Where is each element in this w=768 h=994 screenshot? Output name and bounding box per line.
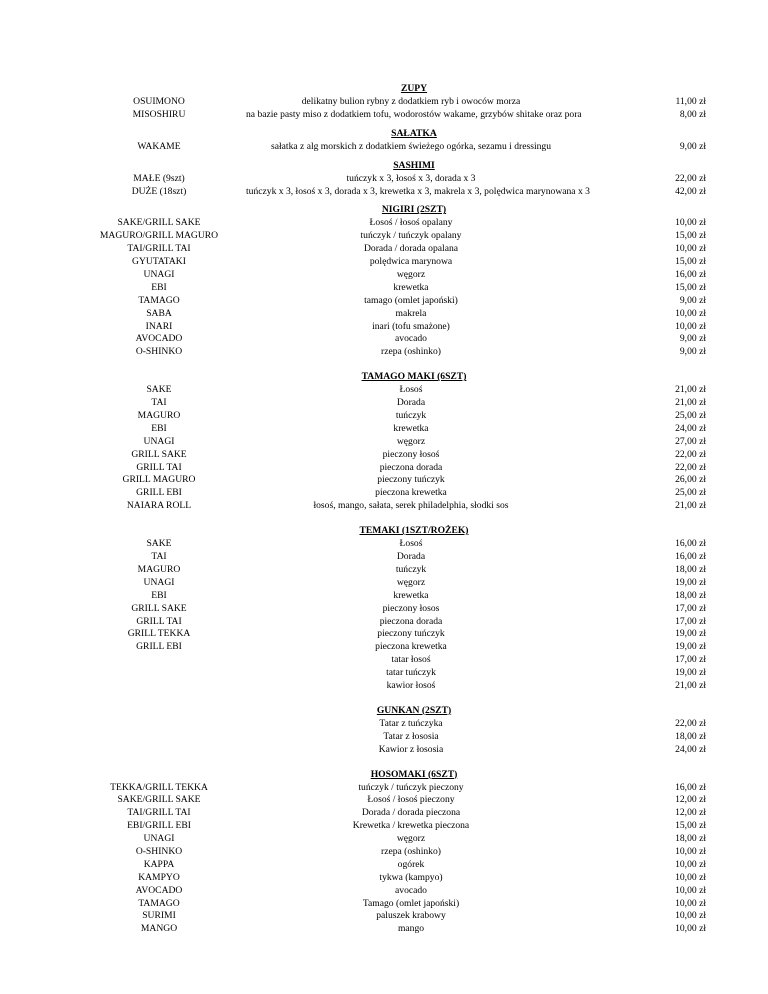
item-description: tamago (omlet japoński): [364, 294, 458, 306]
item-price: 18,00 zł: [675, 730, 706, 742]
item-description: avocado: [395, 333, 427, 345]
section-title: SASHIMI: [393, 159, 435, 171]
item-price: 18,00 zł: [675, 833, 706, 845]
item-description: na bazie pasty miso z dodatkiem tofu, wodorostów wakame, grzybów shitake oraz pora: [246, 108, 582, 120]
item-description: tuńczyk: [395, 563, 427, 575]
item-name: KAMPYO: [138, 871, 180, 883]
item-name: SURIMI: [142, 910, 176, 922]
item-price: 16,00 zł: [675, 269, 706, 281]
item-price-column: [636, 782, 706, 937]
item-price: 22,00 zł: [675, 461, 706, 473]
item-description-column: [246, 782, 576, 937]
item-name: KAPPA: [143, 858, 175, 870]
item-description: węgorz: [396, 576, 426, 588]
item-description-column: [246, 538, 576, 693]
item-name: GRILL TAI: [136, 615, 182, 627]
item-price-column: [636, 141, 706, 154]
item-price: 16,00 zł: [675, 781, 706, 793]
item-description: węgorz: [396, 435, 426, 447]
item-name: GRILL EBI: [136, 641, 182, 653]
item-description: delikatny bulion rybny z dodatkiem ryb i owoców morza: [301, 96, 521, 107]
item-name: MAGURO/GRILL MAGURO: [99, 230, 219, 242]
item-name: SAKE: [146, 384, 172, 396]
item-price-column: [636, 217, 706, 359]
item-description: tuńczyk / tuńczyk pieczony: [358, 781, 464, 793]
item-price-column: [636, 718, 706, 757]
item-description: tuńczyk x 3, łosoś x 3, dorada x 3: [346, 172, 476, 184]
item-description: Krewetka / krewetka pieczona: [352, 820, 470, 832]
item-price: 10,00 zł: [675, 897, 706, 909]
section-body: [0, 173, 768, 199]
section-title: NIGIRI (2SZT): [381, 204, 447, 216]
item-name: O-SHINKO: [135, 346, 183, 358]
item-description: tuńczyk: [395, 410, 427, 422]
item-description: Łosoś / łosoś opalany: [369, 217, 453, 229]
item-description: tatar łosoś: [391, 654, 431, 666]
item-price: 21,00 zł: [675, 679, 706, 691]
item-price: 16,00 zł: [675, 538, 706, 550]
item-name: EBI/GRILL EBI: [127, 820, 191, 832]
item-name: SAKE/GRILL SAKE: [117, 794, 201, 806]
section-body: [0, 217, 768, 359]
item-description-column: [246, 141, 576, 154]
item-description: Tatar z łososia: [383, 730, 439, 742]
item-description: sałatka z alg morskich z dodatkiem świeżego ogórka, sezamu i dressingu: [271, 140, 551, 152]
section-title: ZUPY: [400, 83, 428, 94]
item-price: 10,00 zł: [675, 871, 706, 883]
item-description: rzepa (oshinko): [381, 346, 441, 358]
item-name: UNAGI: [143, 269, 175, 281]
item-name: TEKKA/GRILL TEKKA: [110, 781, 208, 793]
item-description: mango: [397, 923, 425, 935]
item-description-column: [246, 384, 576, 513]
section-body: [0, 384, 768, 513]
section-title: TEMAKI (1SZT/ROŻEK): [359, 525, 469, 537]
item-price: 12,00 zł: [675, 807, 706, 819]
item-description: pieczony łosoś: [382, 448, 440, 460]
item-name: O-SHINKO: [135, 845, 183, 857]
item-description: Łosoś: [399, 384, 423, 396]
item-description: Kawior z łososia: [378, 743, 444, 755]
item-price: 10,00 zł: [675, 884, 706, 896]
item-description: rzepa (oshinko): [381, 845, 441, 857]
item-price: 15,00 zł: [675, 230, 706, 242]
item-price: 10,00 zł: [675, 845, 706, 857]
item-description: krewetka: [393, 589, 429, 601]
item-price: 10,00 zł: [675, 320, 706, 332]
item-description: tuńczyk x 3, łosoś x 3, dorada x 3, krewetka x 3, makrela x 3, polędwica marynowana x 3: [246, 185, 590, 197]
item-name: INARI: [145, 320, 173, 332]
item-name: EBI: [151, 422, 167, 434]
item-name: GYUTATAKI: [132, 256, 186, 268]
item-description: tykwa (kampyo): [379, 871, 443, 883]
item-description-column: [246, 718, 576, 757]
item-name: NAIARA ROLL: [126, 500, 192, 512]
item-description: węgorz: [396, 269, 426, 281]
item-name: TAI: [151, 397, 167, 409]
item-price: 24,00 zł: [675, 743, 706, 755]
menu-document: [0, 82, 768, 937]
item-price: 10,00 zł: [675, 923, 706, 935]
item-description: łosoś, mango, sałata, serek philadelphia, słodki sos: [313, 500, 509, 512]
section-title: GUNKAN (2SZT): [376, 704, 452, 716]
item-description: Łosoś: [399, 538, 423, 550]
section-body: [0, 141, 768, 154]
item-description-column: [246, 96, 582, 122]
item-price: 9,00 zł: [679, 346, 706, 358]
item-name: GRILL MAGURO: [122, 474, 196, 486]
item-name: EBI: [151, 281, 167, 293]
item-name: UNAGI: [143, 576, 175, 588]
item-price: 21,00 zł: [675, 397, 706, 409]
item-description: tatar tuńczyk: [386, 667, 436, 679]
item-price: 22,00 zł: [675, 172, 706, 184]
item-price: 18,00 zł: [675, 563, 706, 575]
item-name: MISOSHIRU: [132, 108, 186, 120]
item-name: AVOCADO: [135, 884, 183, 896]
item-name: TAI/GRILL TAI: [127, 243, 191, 255]
section-body: [0, 96, 768, 122]
item-price: 11,00 zł: [675, 96, 706, 107]
item-description: krewetka: [393, 422, 429, 434]
item-description: pieczona dorada: [379, 615, 443, 627]
item-price: 26,00 zł: [675, 474, 706, 486]
item-price: 9,00 zł: [679, 294, 706, 306]
item-price-column: [636, 538, 706, 693]
item-price-column: [636, 384, 706, 513]
item-name: SAKE/GRILL SAKE: [117, 217, 201, 229]
item-name: GRILL TAI: [136, 461, 182, 473]
item-price: 22,00 zł: [675, 717, 706, 729]
item-price-column: [636, 173, 706, 199]
section-title: HOSOMAKI (6SZT): [370, 768, 458, 780]
item-name: TAI: [151, 551, 167, 563]
item-price: 17,00 zł: [675, 615, 706, 627]
item-description: krewetka: [393, 281, 429, 293]
section-title: TAMAGO MAKI (6SZT): [361, 371, 467, 383]
item-name: UNAGI: [143, 833, 175, 845]
item-description: Dorada: [396, 551, 426, 563]
item-price: 10,00 zł: [675, 858, 706, 870]
item-description: inari (tofu smażone): [372, 320, 450, 332]
item-name: AVOCADO: [135, 333, 183, 345]
item-name: SABA: [146, 307, 172, 319]
item-description: avocado: [395, 884, 427, 896]
item-name: MANGO: [140, 923, 178, 935]
item-price: 24,00 zł: [675, 422, 706, 434]
item-description: pieczona krewetka: [375, 641, 447, 653]
item-price: 21,00 zł: [675, 384, 706, 396]
item-description: pieczony łosos: [382, 602, 440, 614]
item-name: MAGURO: [137, 563, 181, 575]
item-description: pieczony tuńczyk: [377, 628, 445, 640]
item-price: 10,00 zł: [675, 217, 706, 229]
item-price-column: [636, 96, 706, 122]
item-name: GRILL SAKE: [131, 448, 187, 460]
item-name: TAMAGO: [138, 897, 180, 909]
item-description-column: [246, 217, 576, 359]
item-price: 19,00 zł: [675, 628, 706, 640]
item-name: SAKE: [146, 538, 172, 550]
item-price: 19,00 zł: [675, 576, 706, 588]
item-price: 9,00 zł: [679, 333, 706, 345]
item-name: UNAGI: [143, 435, 175, 447]
item-price: 22,00 zł: [675, 448, 706, 460]
item-name: WAKAME: [137, 140, 181, 152]
item-name: OSUIMONO: [133, 96, 185, 107]
item-price: 21,00 zł: [675, 500, 706, 512]
item-price: 16,00 zł: [675, 551, 706, 563]
item-description: polędwica marynowa: [369, 256, 453, 268]
item-description: pieczona krewetka: [375, 487, 447, 499]
item-description: Tatar z tuńczyka: [379, 717, 443, 729]
item-price: 15,00 zł: [675, 820, 706, 832]
item-price: 10,00 zł: [675, 910, 706, 922]
item-name: MAGURO: [137, 410, 181, 422]
item-price: 27,00 zł: [675, 435, 706, 447]
item-price: 9,00 zł: [679, 140, 706, 152]
item-price: 18,00 zł: [675, 589, 706, 601]
item-name: GRILL TEKKA: [127, 628, 191, 640]
item-price: 15,00 zł: [675, 256, 706, 268]
item-description: Dorada / dorada opalana: [363, 243, 459, 255]
item-price: 17,00 zł: [675, 602, 706, 614]
item-name: TAMAGO: [138, 294, 180, 306]
item-description: Dorada: [396, 397, 426, 409]
item-price: 12,00 zł: [675, 794, 706, 806]
item-name: GRILL SAKE: [131, 602, 187, 614]
section-body: [0, 782, 768, 937]
item-description-column: [246, 172, 590, 199]
item-price: 25,00 zł: [675, 410, 706, 422]
item-description: paluszek krabowy: [376, 910, 446, 922]
item-price: 19,00 zł: [675, 667, 706, 679]
section-body: [0, 718, 768, 757]
item-description: Łosoś / łosoś pieczony: [367, 794, 455, 806]
item-name: DUŻE (18szt): [131, 185, 187, 197]
item-description: węgorz: [396, 833, 426, 845]
item-price: 8,00 zł: [679, 108, 706, 120]
item-name: GRILL EBI: [136, 487, 182, 499]
item-description: Dorada / dorada pieczona: [361, 807, 461, 819]
item-description: tuńczyk / tuńczyk opalany: [360, 230, 462, 242]
item-price: 17,00 zł: [675, 654, 706, 666]
item-name: MAŁE (9szt): [133, 172, 185, 184]
item-price: 42,00 zł: [675, 185, 706, 197]
item-price: 10,00 zł: [675, 243, 706, 255]
item-price: 15,00 zł: [675, 281, 706, 293]
item-price: 19,00 zł: [675, 641, 706, 653]
item-description: Tamago (omlet japoński): [362, 897, 460, 909]
item-price: 10,00 zł: [675, 307, 706, 319]
item-description: makrela: [395, 307, 427, 319]
item-price: 25,00 zł: [675, 487, 706, 499]
item-name: TAI/GRILL TAI: [127, 807, 191, 819]
item-name: EBI: [151, 589, 167, 601]
section-title: SAŁATKA: [391, 127, 437, 139]
section-body: [0, 538, 768, 693]
item-description: ogórek: [397, 858, 425, 870]
item-description: pieczona dorada: [379, 461, 443, 473]
item-description: kawior łosoś: [386, 679, 436, 691]
item-description: pieczony tuńczyk: [377, 474, 445, 486]
